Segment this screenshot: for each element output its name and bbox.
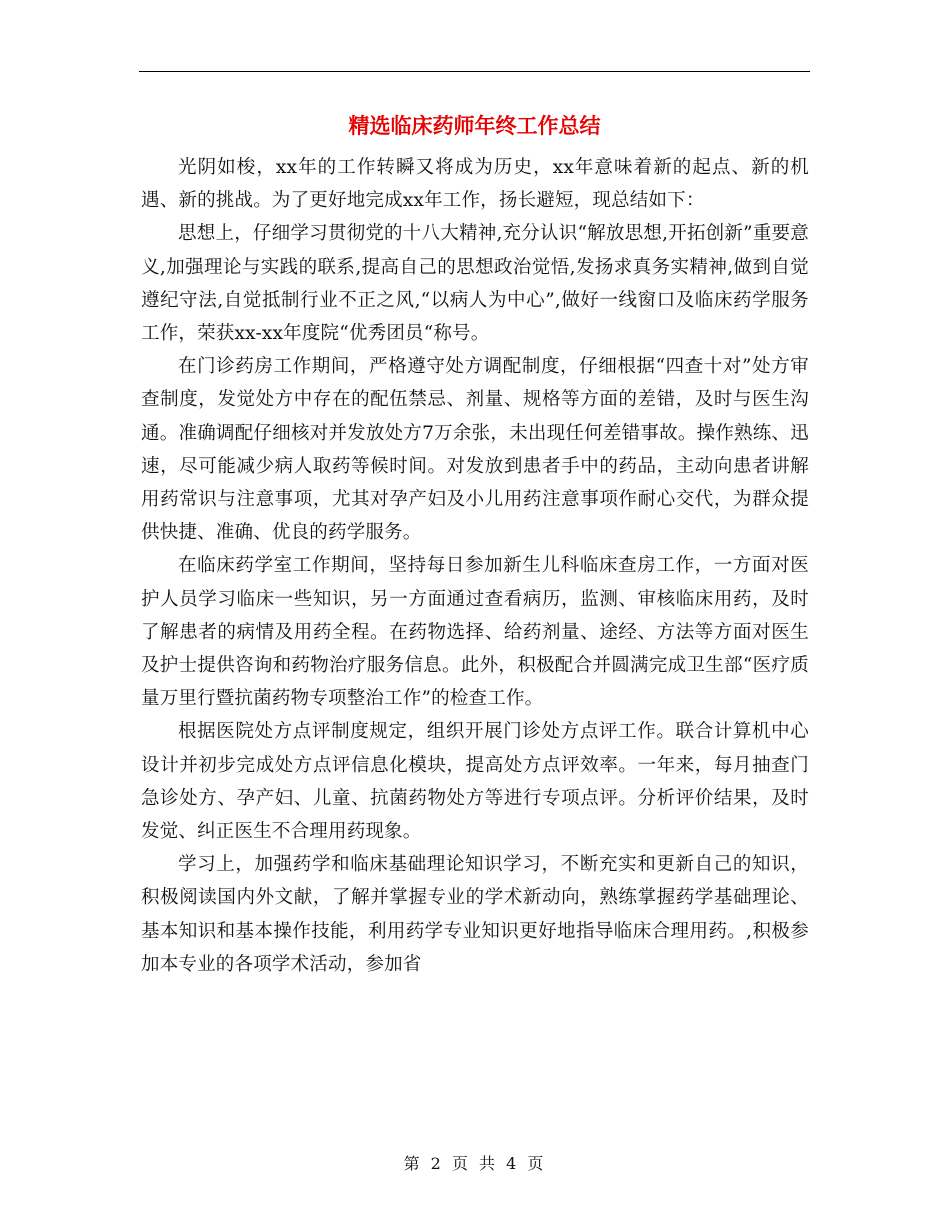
document-title: 精选临床药师年终工作总结 bbox=[348, 113, 601, 138]
paragraph-intro: 光阴如梭，xx年的工作转瞬又将成为历史，xx年意味着新的起点、新的机遇、新的挑战。为了更好地完成xx年工作，扬长避短，现总结如下： bbox=[141, 157, 809, 212]
paragraph-ideology: 思想上，仔细学习贯彻党的十八大精神,充分认识“解放思想,开拓创新”重要意义,加强理论与实践的联系,提高自己的思想政治觉悟,发扬求真务实精神,做到自觉遵纪守法,自觉抵制行业不正之风,“以病人为中心”,做好一线窗口及临床药学服务工作，荣获xx-xx年度院“优秀团员“称号。 bbox=[141, 223, 809, 345]
page-number-footer: 第 2 页 共 4 页 bbox=[403, 1154, 547, 1173]
paragraph-outpatient-pharmacy: 在门诊药房工作期间，严格遵守处方调配制度，仔细根据“四查十对”处方审查制度，发觉处方中存在的配伍禁忌、剂量、规格等方面的差错，及时与医生沟通。准确调配仔细核对并发放处方7万余张，未出现任何差错事故。操作熟练、迅速，尽可能减少病人取药等候时间。对发放到患者手中的药品，主动向患者讲解用药常识与注意事项，尤其对孕产妇及小儿用药注意事项作耐心交代，为群众提供快捷、准确、优良的药学服务。 bbox=[141, 356, 809, 544]
paragraph-prescription-review: 根据医院处方点评制度规定，组织开展门诊处方点评工作。联合计算机中心设计并初步完成处方点评信息化模块，提高处方点评效率。一年来，每月抽查门急诊处方、孕产妇、儿童、抗菌药物处方等进行专项点评。分析评价结果，及时发觉、纠正医生不合理用药现象。 bbox=[141, 721, 809, 843]
header-rule bbox=[139, 71, 810, 72]
paragraph-clinical-pharmacy: 在临床药学室工作期间，坚持每日参加新生儿科临床查房工作，一方面对医护人员学习临床一些知识，另一方面通过查看病历，监测、审核临床用药，及时了解患者的病情及用药全程。在药物选择、给药剂量、途经、方法等方面对医生及护士提供咨询和药物治疗服务信息。此外，积极配合并圆满完成卫生部“医疗质量万里行暨抗菌药物专项整治工作”的检查工作。 bbox=[141, 555, 809, 710]
document-body bbox=[141, 151, 809, 981]
paragraph-study: 学习上，加强药学和临床基础理论知识学习，不断充实和更新自己的知识，积极阅读国内外文献，了解并掌握专业的学术新动向，熟练掌握药学基础理论、基本知识和基本操作技能，利用药学专业知识更好地指导临床合理用药。,积极参加本专业的各项学术活动，参加省 bbox=[141, 854, 809, 975]
